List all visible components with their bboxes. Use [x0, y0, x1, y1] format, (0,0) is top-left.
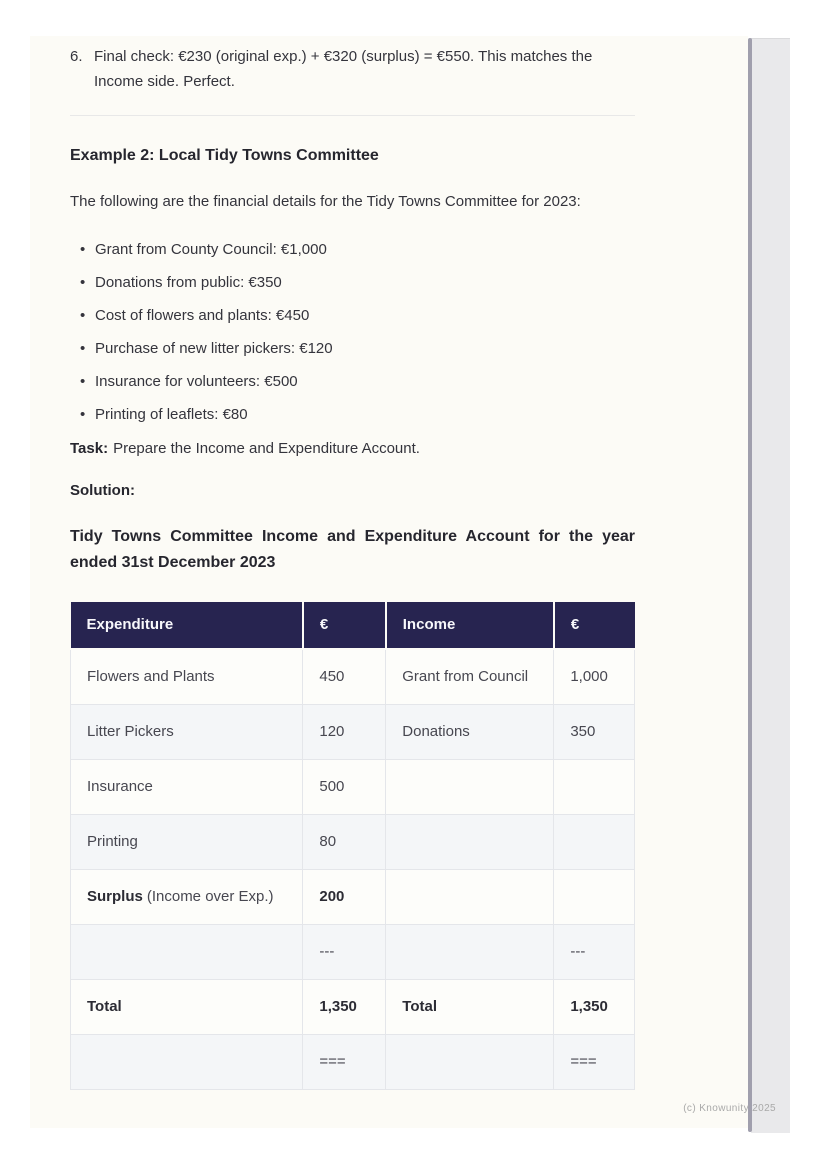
header-euro-left: € [303, 602, 386, 649]
surplus-note: (Income over Exp.) [146, 888, 274, 905]
cell-expenditure-amount: 500 [303, 760, 386, 815]
numbered-step-6 [70, 44, 635, 94]
cell-expenditure-amount: 80 [303, 815, 386, 870]
list-item: • Grant from County Council: €1,000 [80, 240, 635, 260]
list-item: • Insurance for volunteers: €500 [80, 372, 635, 392]
list-item: • Purchase of new litter pickers: €120 [80, 339, 635, 359]
cell-income-amount [554, 760, 635, 815]
scrollbar-thumb[interactable] [748, 38, 752, 1132]
example-heading: Example 2: Local Tidy Towns Committee [70, 147, 379, 164]
cell-surplus-amount: 200 [303, 870, 386, 925]
cell-expenditure-item: Litter Pickers [71, 705, 303, 760]
cell-double-rule: === [554, 1035, 635, 1090]
table-row-single-rule [71, 925, 635, 980]
account-title-line2: ended 31st December 2023 [70, 554, 276, 571]
cell-total-label: Total [71, 980, 303, 1035]
document-page [30, 36, 748, 1128]
list-item: • Cost of flowers and plants: €450 [80, 306, 635, 326]
cell-income-item [386, 760, 554, 815]
table-row [71, 649, 635, 705]
cell-total-label: Total [386, 980, 554, 1035]
cell-single-rule: --- [554, 925, 635, 980]
header-euro-right: € [554, 602, 635, 649]
cell-income-item [386, 870, 554, 925]
table-row-surplus [71, 870, 635, 925]
cell-blank [71, 925, 303, 980]
copyright-watermark: (c) Knowunity 2025 [683, 1103, 776, 1114]
cell-income-amount: 1,000 [554, 649, 635, 705]
cell-income-amount [554, 870, 635, 925]
account-title [70, 524, 635, 576]
cell-blank [386, 925, 554, 980]
table-row [71, 815, 635, 870]
cell-expenditure-amount: 120 [303, 705, 386, 760]
cell-blank [386, 1035, 554, 1090]
list-item: • Donations from public: €350 [80, 273, 635, 293]
section-divider [70, 115, 635, 116]
cell-expenditure-item: Printing [71, 815, 303, 870]
table-header-row [71, 602, 635, 649]
cell-expenditure-amount: 450 [303, 649, 386, 705]
cell-total-amount: 1,350 [303, 980, 386, 1035]
cell-single-rule: --- [303, 925, 386, 980]
cell-total-amount: 1,350 [554, 980, 635, 1035]
income-expenditure-table [70, 602, 635, 1090]
list-item: • Printing of leaflets: €80 [80, 405, 635, 425]
task-line [70, 438, 635, 460]
header-income: Income [386, 602, 554, 649]
step-number: 6. [70, 48, 83, 65]
account-title-line1: Tidy Towns Committee Income and Expenditure Account for the year [70, 528, 635, 545]
cell-surplus-label [71, 870, 303, 925]
table-row-double-rule [71, 1035, 635, 1090]
step-text: Final check: €230 (original exp.) + €320 (surplus) = €550. This matches the Income side. Perfect. [94, 48, 593, 90]
cell-double-rule: === [303, 1035, 386, 1090]
financial-details-list [70, 240, 635, 425]
page-content [70, 36, 635, 1090]
solution-label: Solution: [70, 482, 135, 499]
surplus-bold: Surplus [87, 888, 143, 905]
table-row-total [71, 980, 635, 1035]
task-label: Task: [70, 440, 109, 457]
cell-income-item [386, 815, 554, 870]
cell-income-amount: 350 [554, 705, 635, 760]
table-row [71, 760, 635, 815]
intro-paragraph: The following are the financial details for the Tidy Towns Committee for 2023: [70, 193, 581, 210]
header-expenditure: Expenditure [71, 602, 303, 649]
cell-income-item: Donations [386, 705, 554, 760]
table-row [71, 705, 635, 760]
cell-expenditure-item: Flowers and Plants [71, 649, 303, 705]
task-text: Prepare the Income and Expenditure Account. [113, 440, 420, 457]
cell-expenditure-item: Insurance [71, 760, 303, 815]
cell-income-amount [554, 815, 635, 870]
cell-income-item: Grant from Council [386, 649, 554, 705]
scrollbar-track[interactable] [751, 38, 790, 1133]
cell-blank [71, 1035, 303, 1090]
